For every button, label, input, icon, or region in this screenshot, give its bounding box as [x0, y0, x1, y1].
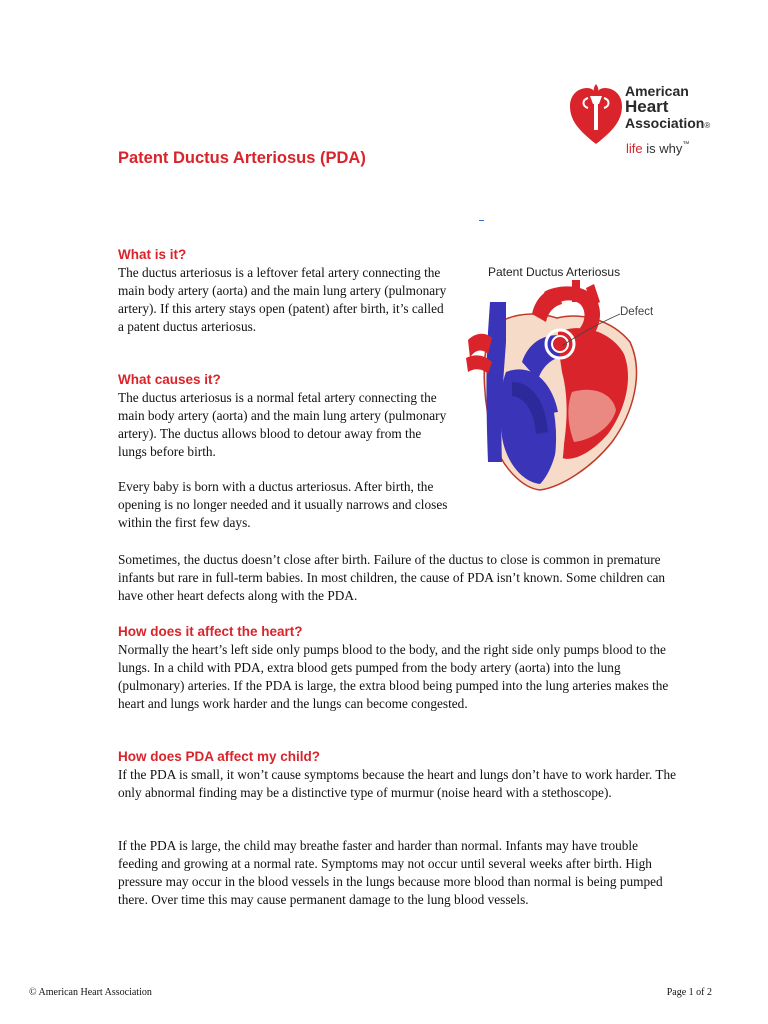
logo-line-1: American	[625, 83, 689, 99]
para-affect-heart: Normally the heart’s left side only pumps blood to the body, and the right side only pumps blood to the lungs. In a child with PDA, extra blood gets pumped from the body artery (aorta) into the lung (pulmonary) arteries. If the PDA is large, the extra blood being pumped into the lung arteries makes the heart and lungs work harder and the lungs can become congested.	[118, 642, 669, 711]
page-title: Patent Ductus Arteriosus (PDA)	[118, 149, 366, 167]
logo-tagline	[626, 141, 689, 156]
registered-mark: ®	[704, 121, 711, 130]
tagline-rest: is why	[642, 141, 683, 156]
para-causes-2: Every baby is born with a ductus arteriosus. After birth, the opening is no longer needed and it usually narrows and closes within the first few days.	[118, 479, 448, 530]
para-what-is-it: The ductus arteriosus is a leftover fetal artery connecting the main body artery (aorta) and the main lung artery (pulmonary artery). If this artery stays open (patent) after birth, it’s called a patent ductus arteriosus.	[118, 265, 447, 334]
footer-page-number: Page 1 of 2	[666, 987, 712, 998]
heart-torch-icon	[568, 82, 624, 148]
para-affect-child-2: If the PDA is large, the child may breathe faster and harder than normal. Infants may have trouble feeding and growing at a normal rate. Symptoms may not occur until several weeks after birth. High pressure may occur in the blood vessels in the lungs because more blood than normal is being pumped there. Over time this may cause permanent damage to the lung blood vessels.	[118, 838, 663, 907]
heading-what-is-it: What is it?	[118, 247, 187, 262]
diagram-label-defect: Defect	[620, 306, 654, 318]
para-affect-child-1: If the PDA is small, it won’t cause symptoms because the heart and lungs don’t have to work harder. The only abnormal finding may be a distinctive type of murmur (noise heard with a stethoscope).	[118, 767, 676, 800]
heading-affect-heart: How does it affect the heart?	[118, 624, 303, 639]
logo-line-3: Association	[625, 115, 705, 131]
link-underline-mark	[479, 220, 484, 221]
para-causes-3: Sometimes, the ductus doesn’t close after birth. Failure of the ductus to close is common in premature infants but rare in full-term babies. In most children, the cause of PDA isn’t known. Some children can have other heart defects along with the PDA.	[118, 552, 666, 603]
heading-what-causes-it: What causes it?	[118, 372, 221, 387]
tagline-life: life	[626, 141, 643, 156]
para-causes-1: The ductus arteriosus is a normal fetal artery connecting the main body artery (aorta) and the main lung artery (pulmonary artery). The ductus allows blood to detour away from the lungs before birth.	[118, 390, 447, 459]
footer-copyright: © American Heart Association	[29, 987, 152, 998]
tagline-tm: ™	[682, 141, 690, 148]
aha-logo	[568, 82, 728, 162]
diagram-title: Patent Ductus Arteriosus	[488, 265, 621, 279]
heart-illustration	[462, 262, 682, 502]
logo-line-2: Heart	[625, 97, 669, 116]
heading-affect-child: How does PDA affect my child?	[118, 749, 321, 764]
pda-diagram	[462, 262, 682, 502]
